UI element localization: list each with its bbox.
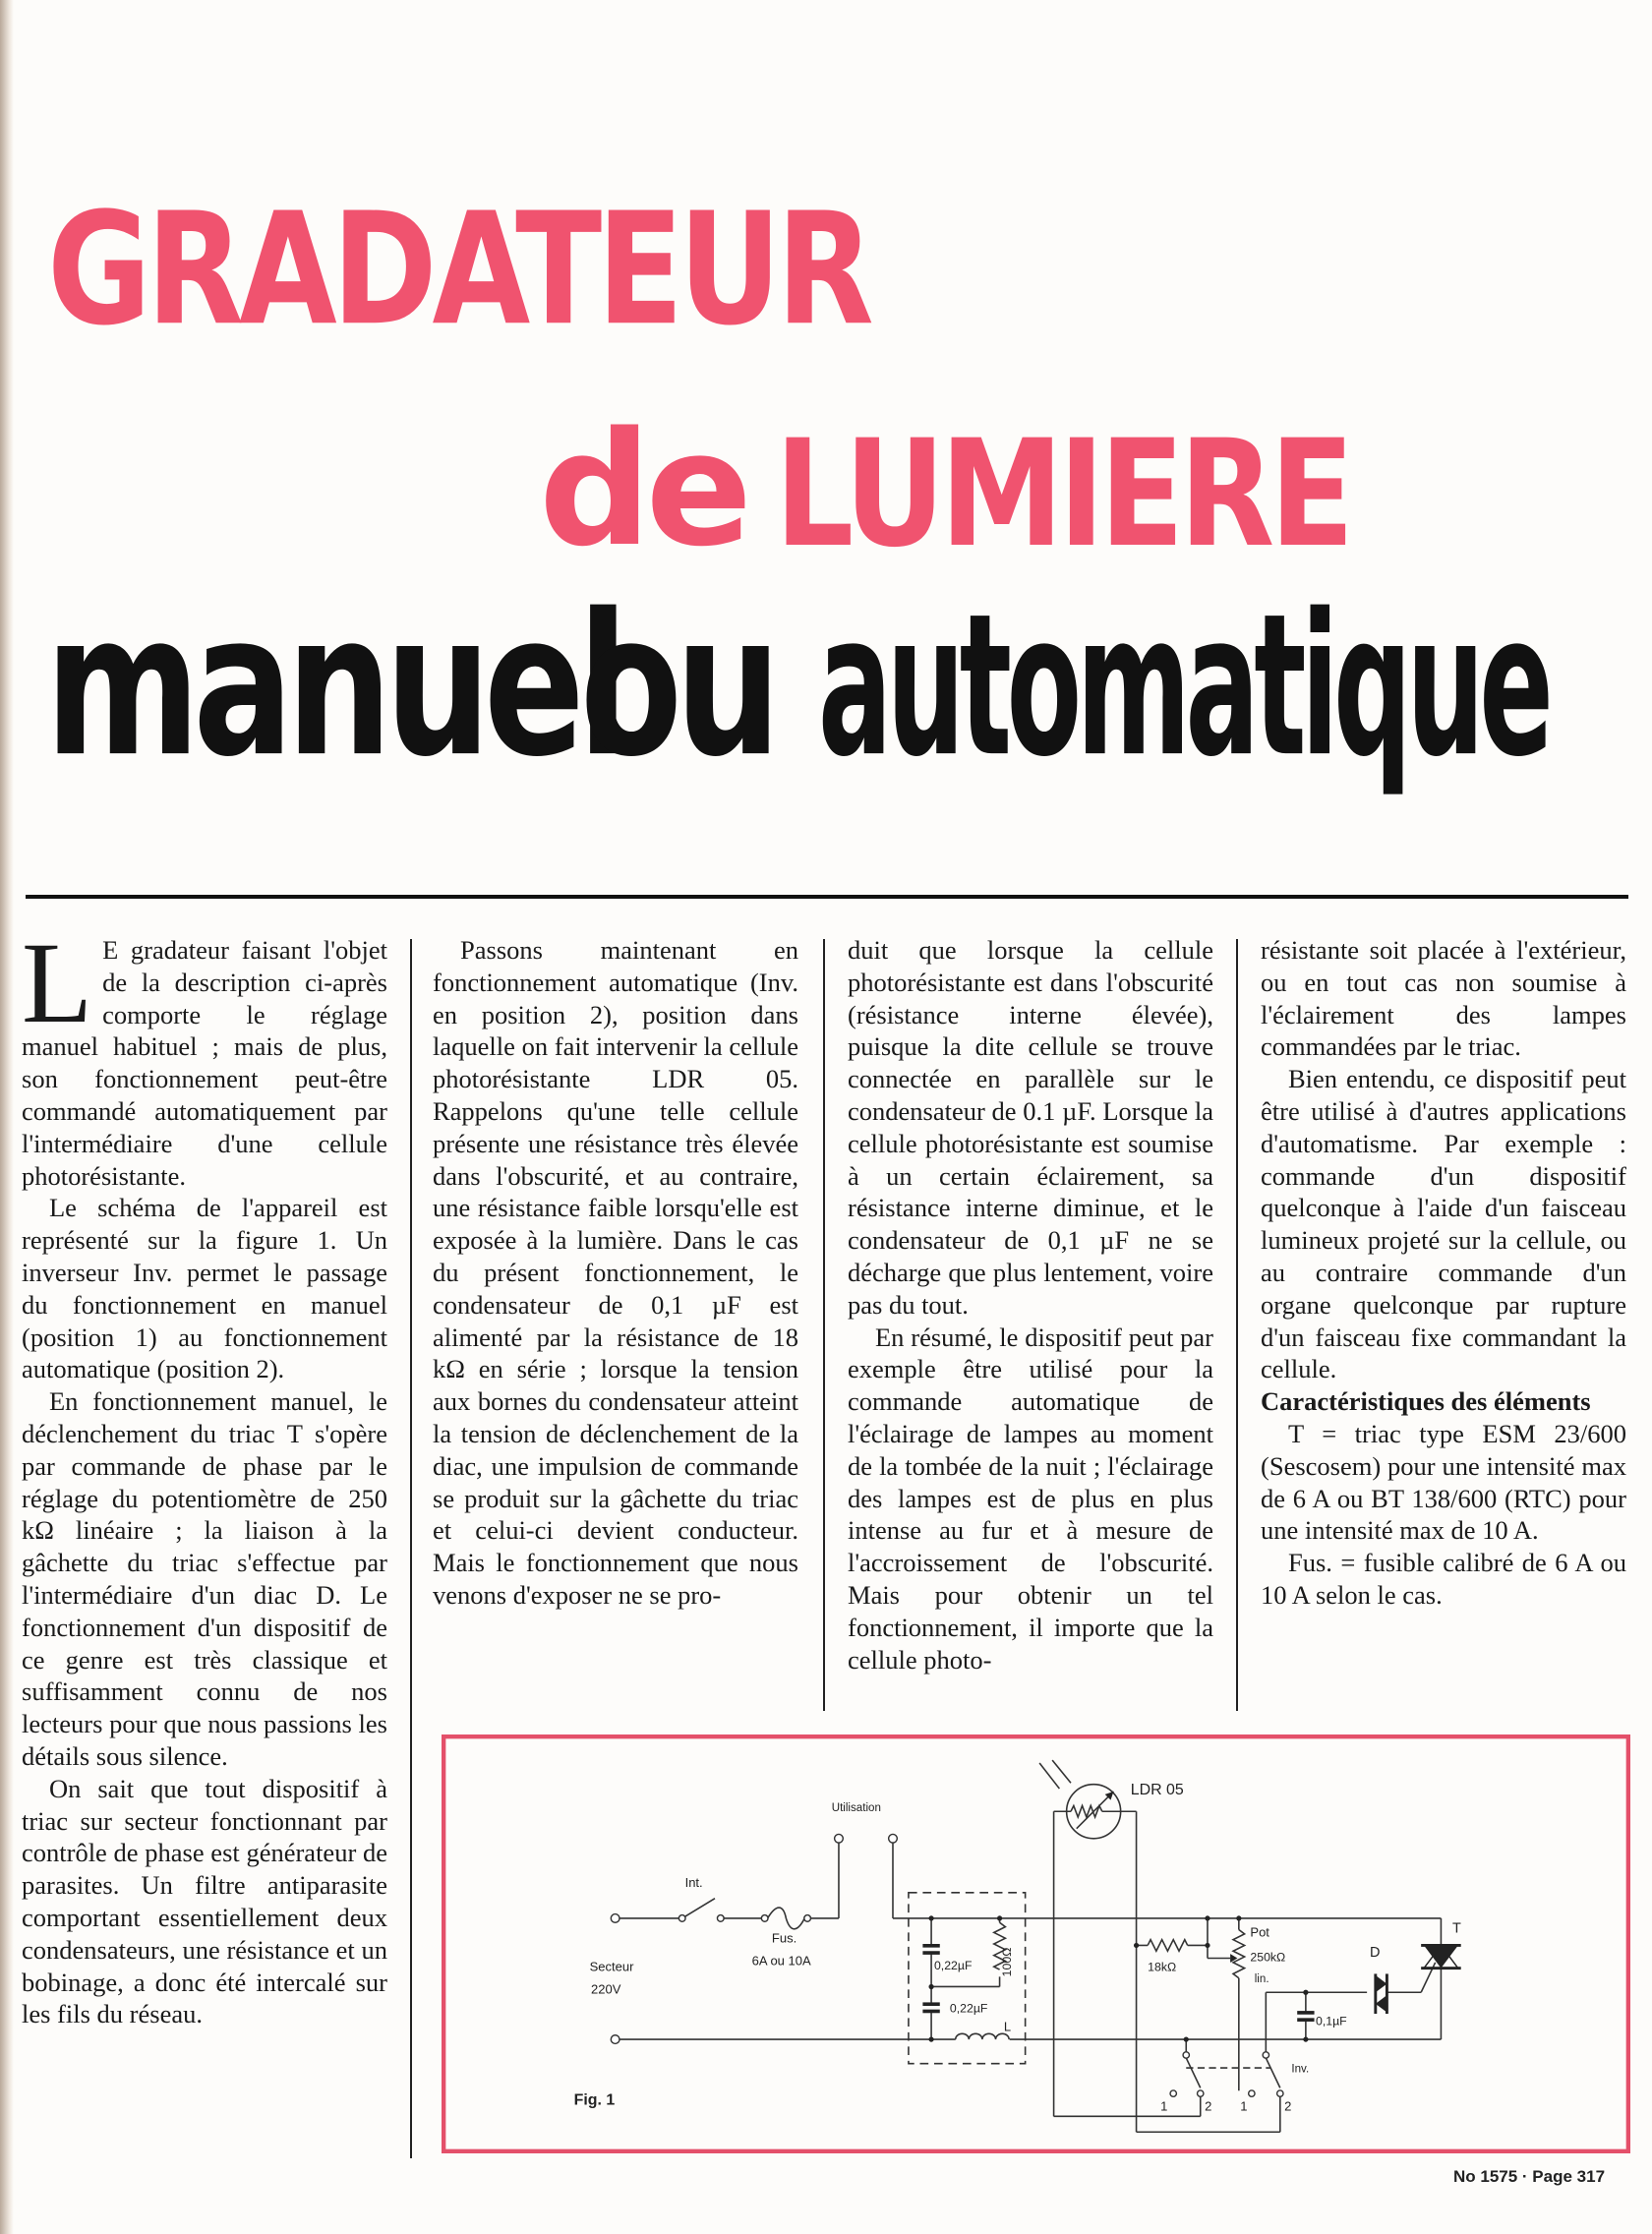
triac-symbol [1424, 1945, 1458, 1968]
paragraph: En fonctionnement manuel, le déclenchement du triac T s'opère par commande de phase par le réglage du potentiomètre de 250 kΩ linéaire ; la liaison à la gâchette du triac s'effectue par l'intermédiaire d'un diac D. Le fonctionnement d'un dispositif de ce genre est très classique et suffisamment connu de nos lecteurs pour que nous passions les détails sous silence. [22, 1386, 387, 1771]
label-cap3: 0,1µF [1316, 2014, 1347, 2028]
title-gradateur: GRADATEUR [47, 180, 869, 361]
label-res18: 18kΩ [1148, 1960, 1177, 1974]
label-voltage: 220V [591, 1981, 621, 1997]
label-pos2b: 2 [1284, 2098, 1292, 2114]
paragraph: En résumé, le dispositif peut par exemple être utilisé pour la commande automatique de l'éclairage de lampes au moment de la tombée de la nuit ; l'éclairage des lampes est de plus en plus intense au fur et à mesure de l'accroissement de l'obscurité. Mais pour obtenir un tel fonctionnement, il importe que la cellule photo- [848, 1322, 1213, 1675]
circuit-components [922, 1792, 1460, 2042]
page-footer: No 1575 · Page 317 [1453, 2167, 1606, 2186]
label-inv: Inv. [1291, 2063, 1310, 2076]
label-pot-value: 250kΩ [1250, 1950, 1286, 1965]
label-triac: T [1452, 1920, 1461, 1937]
article-column-1 [22, 918, 387, 2030]
paragraph: Le schéma de l'appareil est représenté sur la figure 1. Un inverseur Inv. permet le passage du fonctionnement en manuel (position 1) au fonctionnement automatique (position 2). [22, 1193, 387, 1384]
label-cap2: 0,22µF [949, 2001, 988, 2016]
label-ldr: LDR 05 [1130, 1781, 1184, 1798]
paragraph: On sait que tout dispositif à triac sur secteur fonctionnant par contrôle de phase est générateur de parasites. Un filtre antiparasite comportant essentiellement deux condensateurs, une résistance et un bobinage, a donc été intercalé sur les fils du réseau. [22, 1773, 387, 2029]
article-column-3 [848, 934, 1213, 1676]
column-divider [1236, 939, 1238, 1711]
label-fus: Fus. [771, 1930, 797, 1946]
label-pos1b: 1 [1240, 2098, 1248, 2114]
title-de: de [539, 397, 747, 581]
label-diac: D [1370, 1945, 1381, 1962]
column-divider [410, 939, 412, 2158]
label-int: Int. [684, 1875, 703, 1891]
title-automatique: automatique [818, 570, 1549, 800]
label-cap1: 0,22µF [933, 1959, 973, 1973]
diac-symbol [1376, 1975, 1387, 1992]
label-inductor: L [1003, 2019, 1012, 2034]
label-pot-lin: lin. [1254, 1973, 1269, 1986]
label-pos1a: 1 [1160, 2098, 1168, 2114]
figure-caption: Fig. 1 [573, 2091, 616, 2109]
title-lumiere: LUMIERE [775, 409, 1350, 580]
drop-cap: L [22, 918, 93, 1047]
paragraph: résistante soit placée à l'extérieur, ou en tout cas non soumise à l'éclairement des lampes commandées par le triac. [1261, 935, 1626, 1062]
label-secteur: Secteur [589, 1959, 634, 1974]
circuit-wires [620, 1760, 1441, 2132]
figure-1-schematic [442, 1734, 1630, 2153]
paragraph [22, 918, 387, 1192]
paragraph: duit que lorsque la cellule photorésistante est dans l'obscurité (résistance interne élevée), puisque la dite cellule se trouve connectée en parallèle sur le condensateur de 0.1 µF. Lorsque la cellule photorésistante est soumise à un certain éclairement, sa résistance interne diminue, et le condensateur de 0,1 µF ne se décharge que plus lentement, voire pas du tout. [848, 935, 1213, 1320]
title-manuel: manuel [45, 570, 622, 800]
label-res100: 100Ω [1000, 1947, 1015, 1977]
article-column-4 [1261, 934, 1626, 1612]
page-edge-shadow [0, 0, 14, 2234]
section-heading: Caractéristiques des éléments [1261, 1386, 1591, 1417]
label-utilisation: Utilisation [831, 1802, 881, 1815]
label-pos2a: 2 [1205, 2098, 1212, 2114]
title-rule [26, 895, 1628, 899]
article-column-2 [433, 934, 798, 1612]
paragraph: T = triac type ESM 23/600 (Sescosem) pour une intensité max de 6 A ou BT 138/600 (RTC) pour une intensité max de 10 A. [1261, 1418, 1626, 1546]
label-fus-rating: 6A ou 10A [751, 1953, 811, 1969]
paragraph: Passons maintenant en fonctionnement automatique (Inv. en position 2), position dans laquelle on fait intervenir la cellule photorésistante LDR 05. Rappelons qu'une telle cellule présente une résistance très élevée dans l'obscurité, et au contraire, une résistance faible lorsqu'elle est exposée à la lumière. Dans le cas du présent fonctionnement, le condensateur de 0,1 µF est alimenté par la résistance de 18 kΩ en série ; lorsque la tension aux bornes du condensateur atteint la tension de déclenchement de la diac, une impulsion de commande se produit sur la gâchette du triac et celui-ci devient conducteur. Mais le fonctionnement que nous venons d'exposer ne se pro- [433, 935, 798, 1610]
paragraph-text: E gradateur faisant l'objet de la description ci-après comporte le réglage manuel habituel ; mais de plus, son fonctionnement peut-être commandé automatiquement par l'intermédiaire d'une cellule photorésistante. [22, 935, 387, 1191]
title-ou: ou [580, 570, 775, 800]
label-pot: Pot [1250, 1924, 1269, 1940]
figure-labels [574, 1782, 1461, 2114]
paragraph: Bien entendu, ce dispositif peut être utilisé à d'autres applications d'automatisme. Par exemple : commande d'un dispositif quelconque à l'aide d'un faisceau lumineux projeté sur la cellule, ou au contraire commande d'un organe quelconque par rupture d'un faisceau fixe commandant la cellule. [1261, 1064, 1626, 1384]
paragraph: Fus. = fusible calibré de 6 A ou 10 A selon le cas. [1261, 1548, 1626, 1610]
column-divider [823, 939, 825, 1711]
